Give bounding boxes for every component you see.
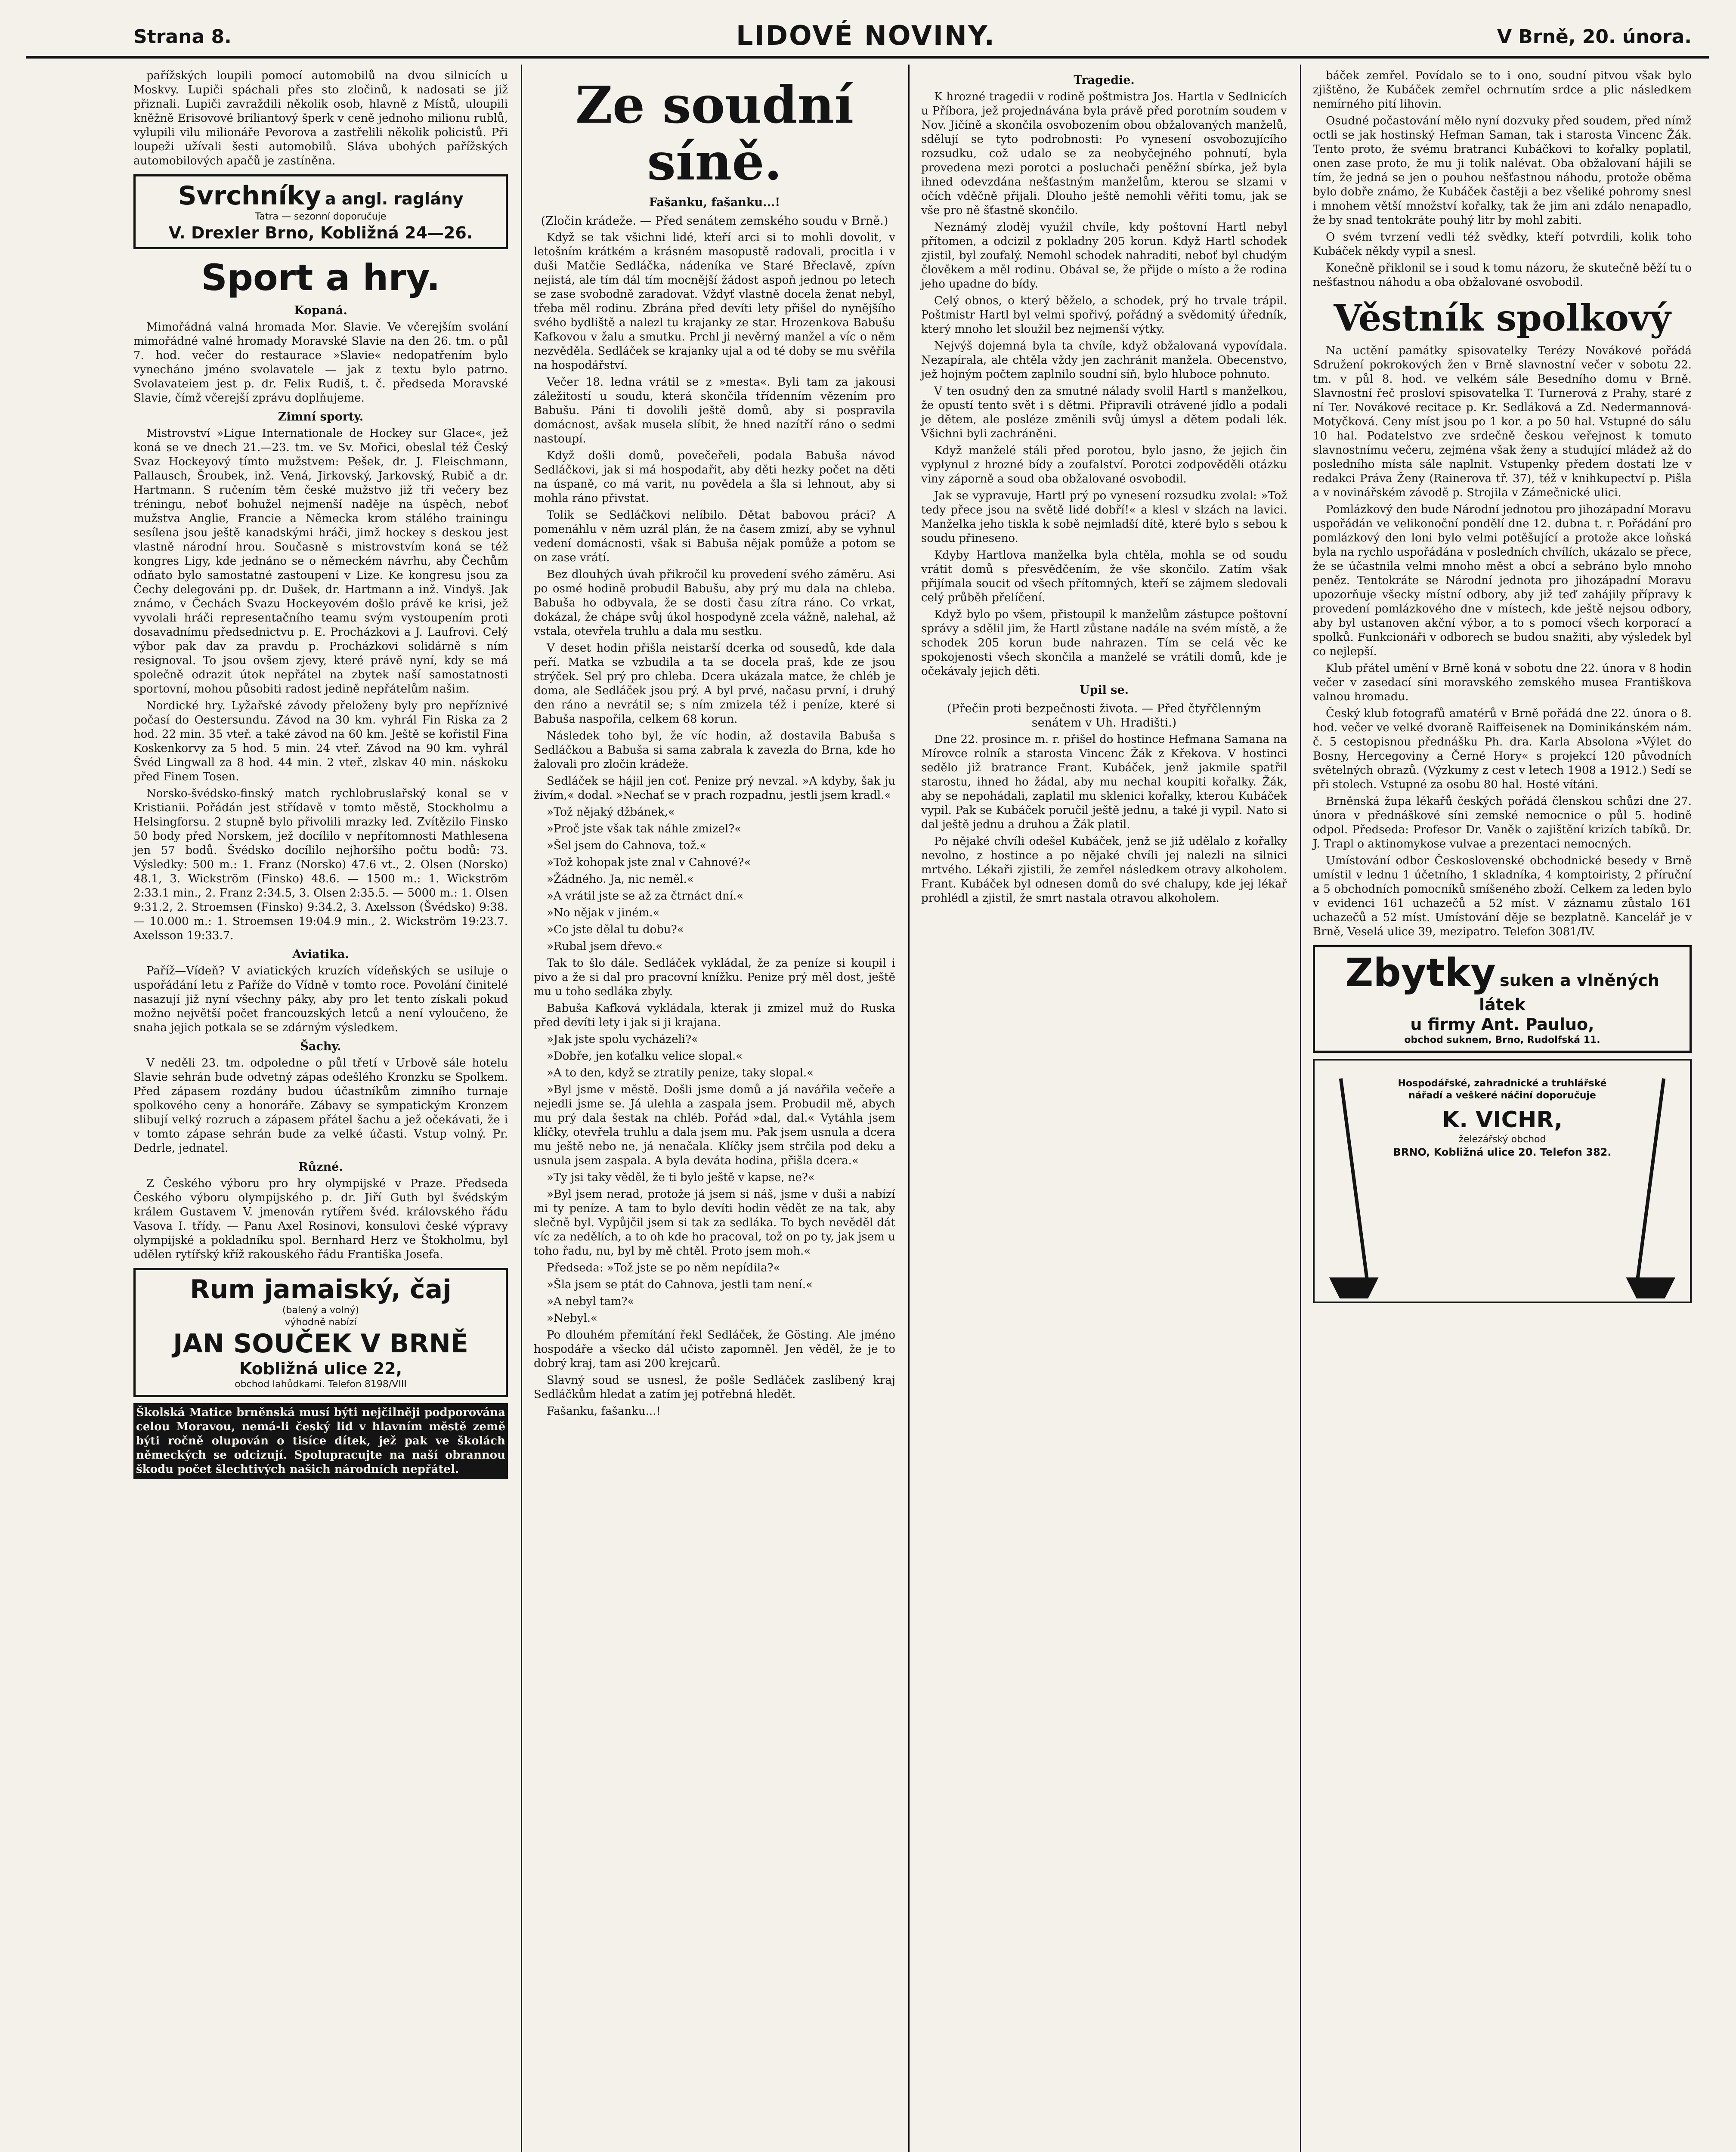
column-rule bbox=[1300, 65, 1301, 2152]
article-paragraph: K hrozné tragedii v rodině poštmistra Jos. Hartla v Sedlnicích u Příbora, jež projednávána byla právě před porotním soudem v Nov. Jičíně a skončila osvobozením obou obžalovaných manželů, sdělují se tyto podrobnosti: Po vynesení osvobozujícího rozsudku, což udalo se za neobyčejného pohnutí, byla provedena mezi porotci a posluchači peněžní sbírka, jež byla ihned odevzdána nešťastným manželům, kterou se slzami v očích vděčně přijali. Dlouho ještě nemohli věřiti tomu, jak se vše pro ně šťastně skončilo. bbox=[921, 90, 1287, 217]
article-paragraph: »No nějak v jiném.« bbox=[547, 906, 660, 919]
article-paragraph: Konečně přiklonil se i soud k tomu názoru, že skutečně běží tu o nešťastnou náhodu a oba obžalované osvobodil. bbox=[1313, 262, 1692, 289]
article-paragraph: Na uctění památky spisovatelky Terézy Novákové pořádá Sdružení pokrokových žen v Brně slavnostní večer v sobotu 22. tm. v půl 8. hod. ve velkém sále Besedního domu v Brně. Slavnostní řeč prosloví spisovatelka T. Turnerová z Prahy, staré z ní Ter. Novákové recitace p. Kr. Sedláková a Zd. Nedermannová-Motyčková. Ceny míst jsou po 1 kor. a po 50 hal. Vstupné do sálu 10 hal. Podatelstvo zve srdečně českou veřejnost k tomuto slavnostnímu večeru, zejména však ženy a studující mládež až do posledního místa sále naplnit. Vstupenky předem dostati lze v redakci Práva Ženy (Rainerova tř. 37), též v knihkupectví p. Pišla a v novinářském závodě p. Strojila v Zámečnické ulici. bbox=[1313, 344, 1692, 499]
article-paragraph: Osudné počastování mělo nyní dozvuky před soudem, před nímž octli se jak hostinský Hefman Saman, tak i starosta Vincenc Žák. Tento proto, že svému bratranci Kubáčkovi to kořalky poplatil, onen zase proto, že mu ji tolik nalévat. Oba obžalovaní hájili se tím, že jedná se jen o pouhou nešťastnou náhodu, protože oběma bylo dobře známo, že Kubáček častěji a bez všeliké pohromy snesl i mnohem větší množství kořalky, tak že jim ani zdálo nenapadlo, že by snad tentokráte pouhý litr by mohl zabiti. bbox=[1313, 114, 1692, 227]
article-paragraph: Nordické hry. Lyžařské závody přeloženy byly pro nepříznivé počasí do Oestersundu. Závod na 30 km. vyhrál Fin Riska za 2 hod. 22 min. 35 vteř. a také závod na 60 km. Ještě se kořistil Fina Koskenkorvy za 5 hod. 5 min. 24 vteř. Závod na 90 km. vyhrál Švéd Lingwall za 8 hod. 44 min. 2 vteř., zlskav 40 min. náskoku před Finem Tosen. bbox=[133, 699, 508, 783]
article-paragraph: »Proč jste však tak náhle zmizel?« bbox=[547, 822, 742, 835]
article-paragraph: Když manželé stáli před porotou, bylo jasno, že jejich čin vyplynul z hrozné bídy a zoufalství. Porotci zodpověděli otázku viny záporně a soud oba obžalované osvobodil. bbox=[921, 444, 1287, 485]
page-number: Strana 8. bbox=[133, 26, 232, 48]
ad-company: JAN SOUČEK V BRNĚ bbox=[173, 1329, 468, 1359]
article-paragraph: Fašanku, fašanku...! bbox=[547, 1405, 661, 1418]
lead-paragraph: pařížských loupili pomocí automobilů na dvou silnicích u Moskvy. Lupiči spáchali přes sto zločinů, k nadosati se již přiznali. Lupiči zavraždili několik osob, hlavně z Místů, uloupili kněžně Erisovové briliantový šperk v ceně jednoho milionu rublů, vylupili vilu milionáře Pevorova a zastřelili několik policistů. Při loupeži užívali šesti automobilů. Sláva ubohých pařížských automobilových apačů je zastíněna. bbox=[133, 69, 508, 167]
article-body bbox=[1313, 344, 1692, 939]
article-paragraph: V neděli 23. tm. odpoledne o půl třetí v Urbově sále hotelu Slavie sehrán bude odvetný zápas odešlého Kronzku se Spolkem. Před zápasem rozdány budou účastníkům zimního turnaje spolkového ceny a honoráře. Zábavy se sympatickým Kronzem slibují velký rozruch a zápasem přátel šachu a jež očekávati, že i v tomto zápase sehrán bude za velké účasti. Vstup volný. Pr. Dedrle, jednatel. bbox=[133, 1057, 508, 1155]
article-paragraph: Umístování odbor Československé obchodnické besedy v Brně umístil v lednu 1 účetního, 1 skladníka, 4 komptoiristy, 2 příruční a 5 obchodních pomocníků smíšeného zboží. Celkem za leden bylo v evidenci 161 uchazečů a 52 míst. V záznamu zůstalo 161 uchazečů a 52 míst. Umístování děje se bezplatně. Kancelář je v Brně, Veselá ulice 39, mezipatro. Telefon 3081/IV. bbox=[1313, 854, 1692, 938]
section-title-court: Ze soudní síně. bbox=[575, 75, 854, 192]
column-2 bbox=[534, 69, 895, 1421]
article-paragraph: »Dobře, jen koťalku velice slopal.« bbox=[547, 1050, 743, 1063]
ad-zbytky bbox=[1313, 945, 1692, 1053]
article-paragraph: V ten osudný den za smutné nálady svolil Hartl s manželkou, že opustí tento svět i s dětmi. Připravili otrávené jídlo a podali je dětem, ale posléze změnili svůj úmysl a dětem podali lék. Všichni byli zachráněni. bbox=[921, 385, 1287, 440]
article-paragraph: Když se tak všichni lidé, kteří arci si to mohli dovolit, v letošním krátkém a krásném masopustě radovali, procitla i v duši Matčie Sedláčka, nádeníka ve Staré Břeclavě, zpívn nejistá, ale tím dál tím mocnější žádost aspoň jednou po letech se zase svobodně zaradovat. Vždyť vlastně docela ženat nebyl, třeba měl rodinu. Zbrána před devíti lety přišel do nynějšího svého bydliště a nalezl tu krajanky ze star. Hrozenkova Babušu Kafkovou v žalu a smutku. Prchl ji nevěrný manžel a víc o něm nezvěděla. Sedláček se krajanky ujal a od té doby se mu svěřila na hospodářství. bbox=[534, 231, 895, 372]
article-paragraph: Celý obnos, o který běželo, a schodek, prý ho trvale trápil. Poštmistr Hartl byl velmi spořivý, pořádný a svědomitý úředník, který mnoho let sloužil bez nejmenší výtky. bbox=[921, 294, 1287, 336]
article-paragraph: Paříž—Vídeň? V aviatických kruzích vídeňských se usiluje o uspořádání letu z Paříže do Vídně v tomto roce. Povolání činitelé nasazují již nyní všechny páky, aby pro let tento získali pokud možno největší počet francouzských letců a není vyloučeno, že snaha jejich potkala se se zdárným výsledkem. bbox=[133, 965, 508, 1034]
article-paragraph: Tak to šlo dále. Sedláček vykládal, že za peníze si koupil i pivo a že si dal pro pracovní knížku. Penize prý měl dost, ještě mu u toho sedláka zbyly. bbox=[534, 957, 895, 998]
column-1 bbox=[133, 69, 508, 1482]
article-paragraph: Když bylo po všem, přistoupil k manželům zástupce poštovní správy a sdělil jim, že Hartl zůstane nadále na svém místě, a že schodek 205 korun bude nahrazen. Tím se celá věc ke spokojenosti všech skončila a manželé se vrátili domů, kde je očekávaly jejich děti. bbox=[921, 608, 1287, 678]
article-paragraph: báček zemřel. Povídalo se to i ono, soudní pitvou však bylo zjištěno, že Kubáček zemřel ochrnutím srdce a plic následkem nemírného pití lihovin. bbox=[1313, 69, 1692, 111]
article-paragraph: »Šel jsem do Cahnova, tož.« bbox=[547, 839, 707, 852]
article-title: Upil se. bbox=[1079, 683, 1129, 697]
article-paragraph: Po nějaké chvíli odešel Kubáček, jenž se již udělalo z kořalky nevolno, z hostince a po nějaké chvíli jej nalezli na silnici mrtvého. Lékaři zjistili, že zemřel následkem otravy alkoholem. Frant. Kubáček byl odnesen domů do své chalupy, kde jej lékař prohlédl a zjistil, že smrt nastala otravou alkoholem. bbox=[921, 835, 1287, 905]
article-paragraph: Dne 22. prosince m. r. přišel do hostince Hefmana Samana na Mírovce rolník a starosta Vincenc Žák z Křekova. V hostinci sedělo již bratrance Frant. Kubáček, jenž jakmile spatřil starostu, ihned ho žádal, aby mu nechal koupiti kořalky. Žák, aby se nepohádali, zaplatil mu sklenici kořalky, kterou Kubáček vypil. Pak se Kubáček poručil ještě jednu, a také ji vypil. Nato si dal ještě jednu a druhou a Žák platil. bbox=[921, 733, 1287, 831]
ad-rum bbox=[133, 1268, 508, 1397]
article-title: Fašanku, fašanku...! bbox=[649, 196, 780, 209]
article-paragraph: Slavný soud se usnesl, že pošle Sedláček zaslíbený kraj Sedláčkům hledat a zatím jej potřebná hledět. bbox=[534, 1374, 895, 1401]
subsection-ruzne: Různé. bbox=[298, 1160, 343, 1174]
article-paragraph: Předseda: »Tož jste se po něm nepídila?« bbox=[547, 1262, 780, 1274]
ad-headline: Zbytky bbox=[1345, 950, 1496, 996]
article-paragraph: »Tož nějaký džbánek,« bbox=[547, 806, 675, 819]
ad-headline: Svrchníky bbox=[178, 181, 321, 211]
ad-note: (balený a volný) bbox=[282, 1305, 359, 1316]
article-paragraph: Z Českého výboru pro hry olympijské v Praze. Předseda Českého výboru olympijského p. dr. Jiří Guth byl švédským králem Gustavem V. jmenován rytířem švéd. královského řádu Vasova I. třídy. — Panu Axel Rosinovi, konsulovi české výpravy olympijské a pokladníku spol. Bernhard Herz ve Štokholmu, byl udělen rytířský kříž rakouského řádu Františka Josefa. bbox=[133, 1177, 508, 1261]
article-paragraph: »Šla jsem se ptát do Cahnova, jestli tam není.« bbox=[547, 1278, 813, 1291]
ad-address: obchod suknem, Brno, Rudolfská 11. bbox=[1404, 1035, 1600, 1045]
article-paragraph: Jak se vypravuje, Hartl prý po vynesení rozsudku zvolal: »Tož tedy přece jsou na světě lidé dobří!« a klesl v slzách na lavici. Manželka jeho tiskla k sobě nejmladší dítě, které bylo s sebou k soudu přineseno. bbox=[921, 489, 1287, 545]
article-paragraph: Pomlázkový den bude Národní jednotou pro jihozápadní Moravu uspořádán ve velikonoční pondělí dne 12. dubna t. r. Pořádání pro pomlázkový den loni bylo velmi potěšující a protože akce loňská byla na rychlo uspořádána v posledních chvílích, ukázalo se přece, že se účastnila velmi mnoho měst a obcí a sebráno bylo mnoho peněz. Tentokráte se Národní jednota pro jihozápadní Moravu upozorňuje všecky místní odbory, aby již teď zahájily přípravy k provedení pomlázkového dne v místech, kde ještě nejsou odbory, aby byl ustanoven akční výbor, a to s pomocí všech korporací a spolků. Funkcionáři v odborech se budou snažiti, aby výsledek byl co nejlepší. bbox=[1313, 503, 1692, 658]
article-paragraph: Mistrovství »Ligue Internationale de Hockey sur Glace«, jež koná se ve dnech 21.—23. tm. ve Sv. Mořici, obeslal též Český Svaz Hockeyový tímto mužstvem: Pešek, dr. J. Fleischmann, Pallausch, Šroubek, inž. Vená, Jirkovský, Jarkovský, Rubič a dr. Hartmann. S ručením těm české mužstvo již tři večery bez tréningu, neboť bohužel nejmenší naděje na úspěch, neboť mužstva Anglie, Francie a Německa krom stálého trainingu sesílena jsou ještě kanadskými hráči, jimž hockey s deskou jest vlastně národní hrou. Současně s mistrovstvím koná se též kongres Ligy, kde jednáno se o německém návrhu, aby Čechům odňato bylo samostatné zastoupení v Lize. Ke kongresu jsou za Čechy delegováni pp. dr. Dušek, dr. Hartmann a inž. Vindyš. Jak známo, v Čechách Svazu Hockeyovém došlo právě ke krisi, jež vyvolali hráči representačního teamu svým vystoupením proti dosavadnímu předsednictvu p. E. Procházkovi a J. Laufrovi. Celý výbor pak dav za pravdu p. Procházkovi solidárně s ním resignoval. To jsou ovšem zjevy, které právě nyní, kdy se má společně odrazit útok nepřátel na zbytek naší samostatnosti sportovní, mohou působiti radost jedině nepřátelům našim. bbox=[133, 427, 508, 696]
ad-subheadline: suken a vlněných látek bbox=[1479, 971, 1659, 1014]
article-paragraph: Neznámý zloděj využil chvíle, kdy poštovní Hartl nebyl přítomen, a odcizil z pokladny 205 korun. Když Hartl schodek zjistil, byl zoufalý. Nemohl schodek nahraditi, neboť byl chudým člověkem a měl rodinu. Obával se, že přijde o místo a že rodina jeho upadne do bídy. bbox=[921, 221, 1287, 291]
article-paragraph: Český klub fotografů amatérů v Brně pořádá dne 22. února o 8. hod. večer ve velké dvoraně Raiffeisenek na Dominikánském nám. č. 5 cestopisnou přednášku Ph. dra. Karla Absolona »Výlet do Bosny, Hercegoviny a Černé Hory« s projekcí 120 původních světelných obrazů. (Výzkumy z cest v letech 1908 a 1912.) Sedí se při stolech. Vstupné za osobu 80 hal. Hosté vítáni. bbox=[1313, 707, 1692, 791]
ad-vichr bbox=[1313, 1059, 1692, 1303]
issue-date: V Brně, 20. února. bbox=[1497, 26, 1692, 48]
subsection-zimni-sporty: Zimní sporty. bbox=[278, 410, 364, 424]
article-paragraph: Večer 18. ledna vrátil se z »mesta«. Byli tam za jakousi záležitostí u soudu, která skončila třídenním vězením pro Babušu. Páni ti dovolili ještě domů, aby si pospravila domácnost, avšak musela slíbit, že hned nazítří ráno o sedmi nastoupí. bbox=[534, 376, 895, 445]
article-subtitle: (Přečin proti bezpečnosti života. — Před čtyřčlenným senátem v Uh. Hradišti.) bbox=[947, 702, 1261, 730]
article-body bbox=[921, 733, 1287, 906]
article-paragraph: O svém tvrzení vedli též svědky, kteří potvrdili, kolik toho Kubáček někdy vypil a snesl. bbox=[1313, 231, 1692, 258]
article-paragraph: »Nebyl.« bbox=[547, 1312, 597, 1325]
article-paragraph: Mimořádná valná hromada Mor. Slavie. Ve včerejším svolání mimořádné valné hromady Moravské Slavie na den 26. tm. o půl 7. hod. večer do restaurace »Slavie« nedopatřením bylo vynecháno jméno svolavatele — jak z textu bylo patrno. Svolavateiem jest p. dr. Felix Rudiš, t. č. předseda Moravské Slavie, čímž včerejší zprávu doplňujeme. bbox=[133, 321, 508, 405]
article-paragraph: »Jak jste spolu vycházeli?« bbox=[547, 1033, 699, 1046]
column-rule bbox=[908, 65, 910, 2152]
column-4 bbox=[1313, 69, 1692, 1309]
article-paragraph: »Byl jsme v městě. Došli jsme domů a já navářila večeře a nejedli jsme se. Já ulehla a zaspala jsem. Probudil mě, abych mu prý dala šestak na chléb. Pořád »dal, dal.« Vytáhla jsem klíčky, otevřela truhlu a dala jsem mu. Pak jsem usnula a dcera mu ještě nebo ne, já nenačala. Klíčky jsem strčila pod deku a usnula jsem zaspala. A byla deváta hodina, přišla dcera.« bbox=[534, 1083, 895, 1167]
article-paragraph: »Co jste dělal tu dobu?« bbox=[547, 923, 684, 936]
newspaper-title: LIDOVÉ NOVINY. bbox=[736, 20, 996, 51]
ad-address: Kobližná ulice 22, bbox=[239, 1359, 402, 1378]
ad-note: Tatra — sezonní doporučuje bbox=[255, 211, 387, 222]
article-paragraph: Babuša Kafková vykládala, kterak ji zmizel muž do Ruska před devíti lety i jak si ji krajana. bbox=[534, 1002, 895, 1029]
article-paragraph: Když došli domů, povečeřeli, podala Babuša návod Sedláčkovi, jak si má hospodařit, aby děti hezky počet na děti na úspaně, co má varit, nu povědela a šla si lehnout, aby si mohla ráno přivstat. bbox=[534, 449, 895, 505]
notice-matice: Školská Matice brněnská musí býti nejčilněji podporována celou Moravou, nemá-li český lid v hlavním městě země býti ročně olupován o tisíce dítek, jež pak ve školách německých se odcizují. Spolupracujte na naší obrannou škodu počet šlechtivých našich národních nepřátel. bbox=[133, 1403, 508, 1479]
masthead bbox=[26, 17, 1709, 59]
subsection-aviatika: Aviatika. bbox=[292, 948, 349, 961]
ad-phone: obchod lahůdkami. Telefon 8198/VIII bbox=[235, 1379, 407, 1390]
ad-address: V. Drexler Brno, Kobližná 24—26. bbox=[168, 223, 473, 242]
article-paragraph: »A vrátil jste se až za čtrnáct dní.« bbox=[547, 890, 744, 903]
article-paragraph: Sedláček se hájil jen coť. Penize prý nevzal. »A kdyby, šak ju živím,« dodal. »Nechať se v prach rozpadnu, jestli jsem kradl.« bbox=[534, 775, 895, 802]
ad-company: K. VICHR, bbox=[1442, 1107, 1563, 1133]
article-paragraph: Po dlouhém přemítání řekl Sedláček, že Gösting. Ale jméno hospodáře a všecko dál učisto zapomněl. Jen věděl, že je to dobrý kraj, tam asi 200 krejcarů. bbox=[534, 1329, 895, 1370]
article-paragraph: »Žádného. Ja, nic neměl.« bbox=[547, 873, 694, 886]
ad-subheadline: a angl. raglány bbox=[325, 189, 464, 208]
ad-note: železářský obchod bbox=[1458, 1134, 1546, 1145]
ad-svrchniky bbox=[133, 174, 508, 249]
ad-company: u firmy Ant. Pauluo, bbox=[1410, 1015, 1594, 1034]
section-title-vestnik: Věstník spolkový bbox=[1334, 297, 1671, 339]
article-paragraph: »Rubal jsem dřevo.« bbox=[547, 940, 663, 953]
article-paragraph: »Ty jsi taky věděl, že ti bylo ještě v kapse, ne?« bbox=[547, 1171, 815, 1184]
article-body bbox=[921, 90, 1287, 679]
article-paragraph: V deset hodin přišla neistarší dcerka od sousedů, kde dala peří. Matka se vzbudila a ta se docela praš, kde ze jsou strýček. Sel prý pro chleba. Dcera ukázala matce, že chléb je doma, ale Sedláček jsou prý. A byl prvé, načasu první, i druhý den ráno a nevrátil se; s ním zmizela též i peníze, které si Babuša naspořila, celkem 68 korun. bbox=[534, 642, 895, 726]
article-paragraph: Kdyby Hartlova manželka byla chtěla, mohla se od soudu vrátit domů s přesvědčením, že vše skončilo. Zatím však přijímala soucit od všech přítomných, kteří se zájmem sledovali celý průběh přelíčení. bbox=[921, 549, 1287, 604]
column-3 bbox=[921, 69, 1287, 908]
article-paragraph: »Tož kohopak jste znal v Cahnové?« bbox=[547, 856, 751, 869]
ad-headline: Rum jamaiský, čaj bbox=[190, 1274, 452, 1305]
ad-note: Hospodářské, zahradnické a truhlářské nářadí a veškeré náčiní doporučuje bbox=[1398, 1078, 1607, 1101]
article-paragraph: Klub přátel umění v Brně koná v sobotu dne 22. února v 8 hodin večer v zasedací síni moravského zemského musea Františkova valnou hromadu. bbox=[1313, 662, 1692, 703]
article-paragraph: Norsko-švédsko-finský match rychlobruslařský konal se v Kristianii. Pořádán jest střídavě v tomto městě, Stockholmu a Helsingforsu. 2 stupně bylo přivolili mrazky led. Zvítězilo Finsko 50 body před Norskem, jež docílilo v nepřítomnosti Mathlesena jen 57 bodů. Švédsko docílilo nejhoršího počtu bodů: 73. Výsledky: 500 m.: 1. Franz (Norsko) 47.6 vt., 2. Olsen (Norsko) 48.1, 3. Wickström (Finsko) 48.6. — 1500 m.: 1. Wickström 2:33.1 min., 2. Franz 2:34.5, 3. Olsen 2:35.5. — 5000 m.: 1. Olsen 9:31.2, 2. Stroemsen (Finsko) 9:34.2, 3. Axelsson (Švédsko) 9:38. — 10.000 m.: 1. Stroemsen 19:04.9 min., 2. Wickström 19:23.7. Axelsson 19:33.7. bbox=[133, 787, 508, 942]
article-paragraph: Tolik se Sedláčkovi nelíbilo. Dětat babovou práci? A pomenáhlu v něm uzrál plán, že na časem zmizí, aby se vyhnul vedení domácnosti, však si Babuša nějak pomůže a potom se on zase vrátí. bbox=[534, 509, 895, 564]
article-paragraph: Následek toho byl, že víc hodin, až dostavila Babuša s Sedláčkou a Babuša si sama zabrala k zavezla do Brna, kde ho žalovali pro zločin krádeže. bbox=[534, 730, 895, 771]
section-title-sport: Sport a hry. bbox=[201, 257, 440, 299]
article-title: Tragedie. bbox=[1074, 74, 1135, 87]
article-paragraph: Nejvýš dojemná byla ta chvíle, když obžalovaná vypovídala. Nezapírala, ale chtěla vždy jen zachránit manžela. Obecenstvo, jež hojným počtem zaplnilo soudní síň, bylo hluboce pohnuto. bbox=[921, 340, 1287, 381]
column-rule bbox=[521, 65, 522, 2152]
newspaper-page bbox=[26, 17, 1709, 2152]
article-paragraph: »A to den, když se ztratily penize, taky slopal.« bbox=[547, 1067, 814, 1079]
subsection-sachy: Šachy. bbox=[300, 1040, 341, 1053]
ad-address: BRNO, Kobližná ulice 20. Telefon 382. bbox=[1393, 1146, 1612, 1158]
article-paragraph: Bez dlouhých úvah přikročil ku provedení svého záměru. Asi po osmé hodině probudil Babušu, aby prý mu dala na chleba. Babuša ho odbyvala, že se dosti času zítra ráno. Co vrkat, dokázal, že chápe svůj úkol hospodyně zcela vážně, nalehal, až vstala, otevřela truhlu a dala mu sestku. bbox=[534, 568, 895, 638]
article-paragraph: Brněnská župa lékařů českých pořádá členskou schůzi dne 27. února v přednáškové síni zemské nemocnice o půl 5. hodině odpol. Předseda: Profesor Dr. Vaněk o zajištění krizích tabíků. Dr. J. Trapl o aktinomykose vulvae a prezentaci nemocných. bbox=[1313, 795, 1692, 850]
article-paragraph: »A nebyl tam?« bbox=[547, 1295, 634, 1308]
article-body bbox=[534, 231, 895, 1419]
article-subtitle: (Zločin krádeže. — Před senátem zemského soudu v Brně.) bbox=[541, 214, 888, 228]
article-paragraph: »Byl jsem nerad, protože já jsem si náš, jsme v duši a nabízí mi ty peníze. A tam to bylo devíti hodin vědět ze na tak, aby slečně byl. Vypůjčil jsem si tak za sedláka. To bych nevěděl dát víc za nedělích, a to oh kde ho pracoval, tož on po ty, jak jsem u toho řadu, nu, byl by mě chtěl. Proto jsem moh.« bbox=[534, 1188, 895, 1258]
ad-note: výhodně nabízí bbox=[285, 1317, 357, 1328]
subsection-kopana: Kopaná. bbox=[294, 304, 347, 317]
